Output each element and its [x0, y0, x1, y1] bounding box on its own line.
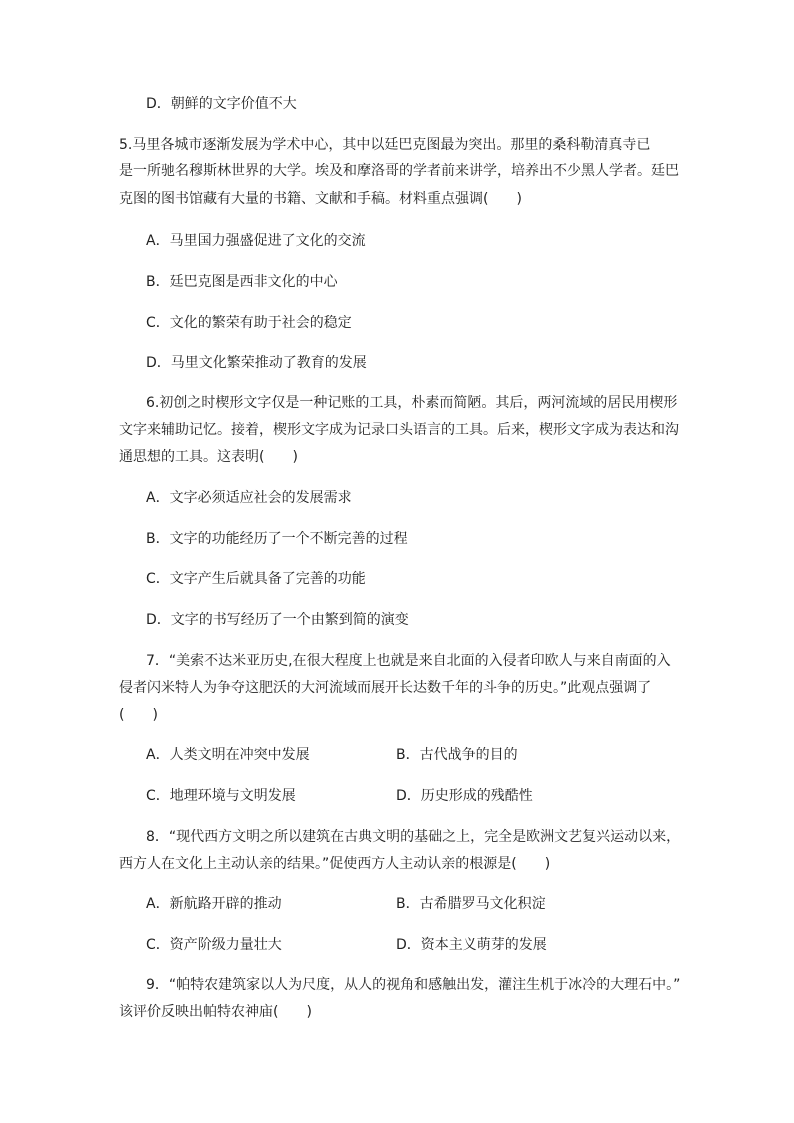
q6-option-a: A．文字必须适应社会的发展需求 — [146, 490, 352, 506]
q6-option-c: C．文字产生后就具备了完善的功能 — [146, 571, 366, 587]
q7-stem-line-3: ( ) — [119, 707, 158, 723]
q5-stem-line-3: 克图的图书馆藏有大量的书籍、文献和手稿。材料重点强调( ) — [119, 191, 522, 207]
q8-stem-line-1: 8．“现代西方文明之所以建筑在古典文明的基础之上，完全是欧洲文艺复兴运动以来， — [146, 829, 681, 845]
q5-option-b: B．廷巴克图是西非文化的中心 — [146, 274, 338, 290]
q5-stem-line-1: 5.马里各城市逐渐发展为学术中心，其中以廷巴克图最为突出。那里的桑科勒清真寺已 — [119, 137, 651, 153]
q7-option-c: C．地理环境与文明发展 — [146, 788, 296, 804]
q6-stem-line-2: 文字来辅助记忆。接着，楔形文字成为记录口头语言的工具。后来，楔形文字成为表达和沟 — [119, 422, 679, 438]
q8-stem-line-2: 西方人在文化上主动认亲的结果。”促使西方人主动认亲的根源是( ) — [119, 856, 551, 872]
q6-stem-line-3: 通思想的工具。这表明( ) — [119, 449, 298, 465]
q7-stem-line-1: 7．“美索不达米亚历史,在很大程度上也就是来自北面的入侵者印欧人与来自南面的入 — [146, 653, 671, 669]
q4-option-d: D．朝鲜的文字价值不大 — [146, 96, 297, 112]
q8-option-d: D．资本主义萌芽的发展 — [396, 937, 547, 953]
q5-option-d: D．马里文化繁荣推动了教育的发展 — [146, 355, 367, 371]
q7-option-b: B．古代战争的目的 — [396, 747, 518, 763]
q6-option-b: B．文字的功能经历了一个不断完善的过程 — [146, 531, 408, 547]
q8-option-c: C．资产阶级力量壮大 — [146, 937, 282, 953]
q5-option-a: A．马里国力强盛促进了文化的交流 — [146, 233, 366, 249]
q5-stem-line-2: 是一所驰名穆斯林世界的大学。埃及和摩洛哥的学者前来讲学，培养出不少黑人学者。廷巴 — [119, 163, 679, 179]
q7-option-d: D．历史形成的残酷性 — [396, 788, 533, 804]
q9-stem-line-2: 该评价反映出帕特农神庙( ) — [119, 1004, 312, 1020]
q8-option-a: A．新航路开辟的推动 — [146, 896, 282, 912]
q9-stem-line-1: 9．“帕特农建筑家以人为尺度，从人的视角和感触出发，灌注生机于冰冷的大理石中。” — [146, 977, 681, 993]
q7-option-a: A．人类文明在冲突中发展 — [146, 747, 310, 763]
q6-stem-line-1: 6.初创之时楔形文字仅是一种记账的工具，朴素而简陋。其后，两河流域的居民用楔形 — [146, 395, 678, 411]
q7-stem-line-2: 侵者闪米特人为争夺这肥沃的大河流域而展开长达数千年的斗争的历史。”此观点强调了 — [119, 680, 652, 696]
q8-option-b: B．古希腊罗马文化积淀 — [396, 896, 546, 912]
q6-option-d: D．文字的书写经历了一个由繁到简的演变 — [146, 612, 409, 628]
q5-option-c: C．文化的繁荣有助于社会的稳定 — [146, 315, 352, 331]
